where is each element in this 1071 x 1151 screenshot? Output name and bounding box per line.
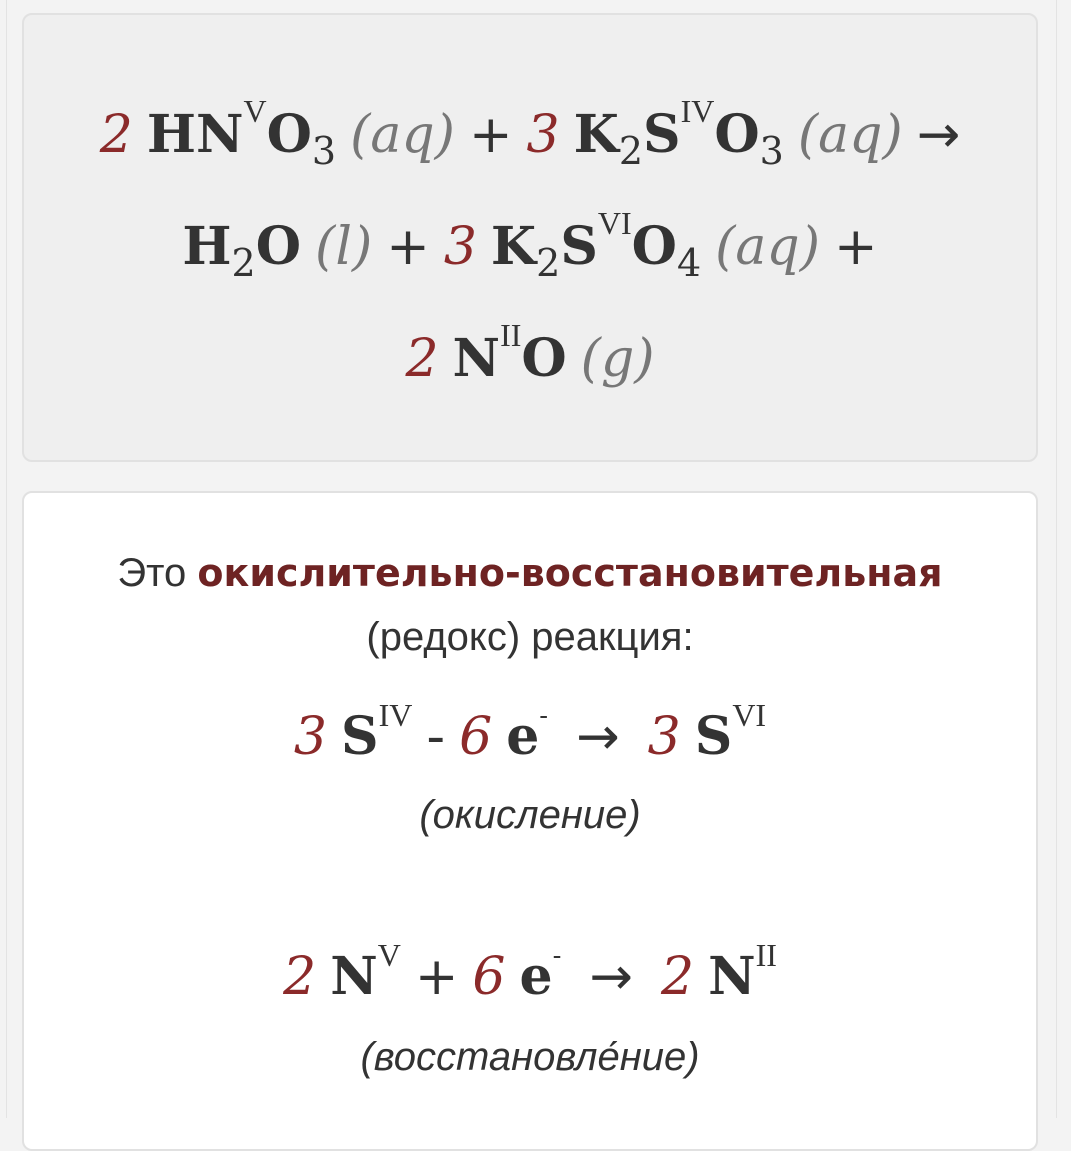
element: S [341,706,379,767]
reduction-label: (восстановле́ние) [360,1035,700,1079]
subscript: 3 [759,129,784,173]
element: N [330,946,378,1007]
arrow: → [916,105,961,165]
element: S [560,216,598,277]
coefficient: 2 [660,947,695,1007]
element: O [521,328,567,389]
oxidation-state: II [755,937,777,973]
element: K [573,104,619,165]
arrow: → [576,707,620,767]
oxidation-state: II [500,317,522,353]
subscript: 2 [231,241,256,285]
oxidation-state: VI [597,205,632,241]
explanation-card [22,491,1038,1151]
oxidation-state: IV [680,93,715,129]
plus-sign: + [386,217,430,277]
subscript: 3 [311,129,337,173]
page-border-right [1056,0,1057,1118]
coefficient: 2 [99,105,133,165]
redox-intro-line2: (редокс) реакция: [366,615,694,659]
coefficient: 6 [472,947,506,1007]
element: HN [146,104,244,165]
state: (aq) [350,105,455,165]
coefficient: 3 [647,707,681,767]
coefficient: 2 [283,947,317,1007]
element: H [182,216,232,277]
oxidation-state: IV [378,697,413,733]
oxidation-state: V [377,937,401,973]
element: O [266,104,312,165]
oxidation-half-reaction [24,697,1036,767]
coefficient: 3 [526,105,560,165]
subscript: 2 [618,129,644,173]
state: (aq) [715,217,820,277]
state: (l) [315,217,373,277]
coefficient: 3 [443,217,477,277]
element: O [255,216,302,277]
element: O [714,104,760,165]
element: N [708,946,756,1007]
element: N [452,328,501,389]
coefficient: 6 [459,707,493,767]
electron: e [506,706,540,767]
redox-term: окислительно-восстановительная [197,551,943,595]
plus-sign: + [468,105,513,165]
element: O [631,216,677,277]
electron-charge: - [552,941,562,971]
coefficient: 3 [293,707,327,767]
coefficient: 2 [405,329,439,389]
oxidation-state: V [243,93,267,129]
redox-intro [24,553,1036,593]
equation-line-3 [24,317,1036,389]
element: S [643,104,681,165]
state: (g) [580,329,655,389]
equation-card [22,13,1038,462]
equation-line-1 [24,93,1036,173]
minus-sign: - [426,707,446,767]
electron: e [519,946,553,1007]
page-border-left [6,0,7,1118]
element: K [490,216,537,277]
equation-line-2 [24,205,1036,285]
intro-prefix: Это [117,551,187,595]
subscript: 2 [536,241,561,285]
reduction-half-reaction [24,937,1036,1007]
plus-sign: + [414,947,459,1007]
oxidation-label: (окисление) [419,793,641,837]
electron-charge: - [539,701,549,731]
plus-sign: + [834,217,878,277]
arrow: → [589,947,633,1007]
oxidation-state: VI [732,697,767,733]
state: (aq) [797,105,903,165]
subscript: 4 [676,241,702,285]
element: S [694,706,733,767]
